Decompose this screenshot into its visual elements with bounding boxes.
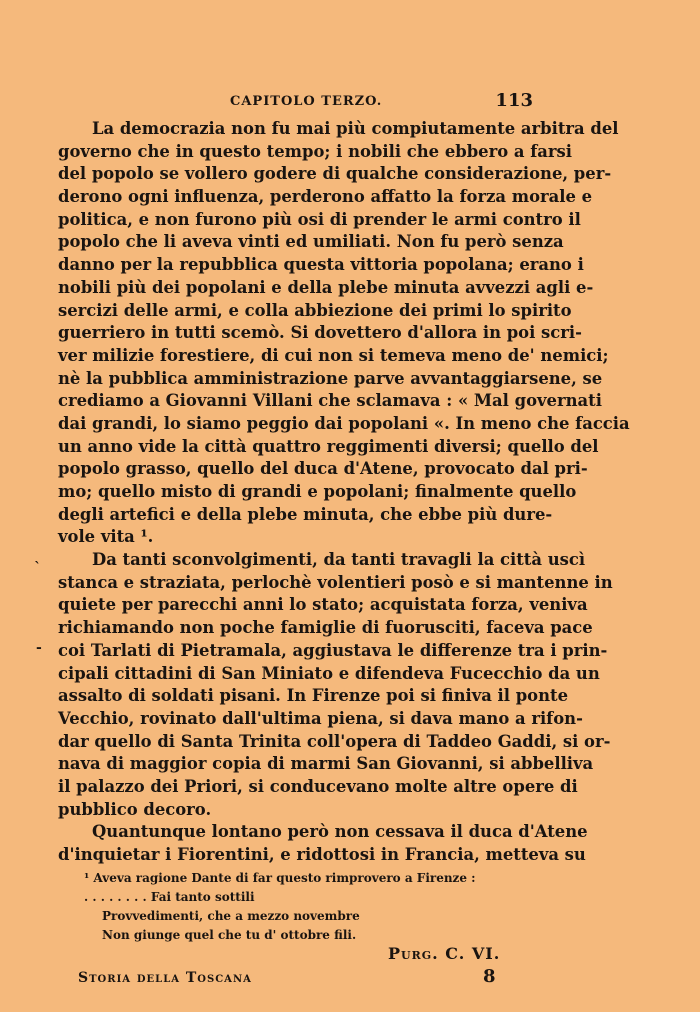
- text-line: nobili più dei popolani e della plebe minuta avvezzi agli e-: [58, 277, 594, 297]
- text-line: Vecchio, rovinato dall'ultima piena, si dava mano a rifon-: [58, 708, 583, 728]
- text-line: cipali cittadini di San Miniato e difendeva Fucecchio da un: [58, 663, 600, 683]
- text-line: vole vita ¹.: [58, 527, 154, 547]
- footnote: [84, 869, 544, 945]
- footnote-line: Provvedimenti, che a mezzo novembre: [102, 909, 360, 923]
- signature-number: 8: [483, 966, 496, 987]
- text-line: pubblico decoro.: [58, 799, 212, 819]
- text-line: governo che in questo tempo; i nobili che ebbero a farsi: [58, 141, 572, 161]
- footnote-source: Purg. C. VI.: [388, 944, 501, 963]
- text-line: coi Tarlati di Pietramala, aggiustava le differenze tra i prin-: [58, 640, 608, 660]
- text-line: La democrazia non fu mai più compiutamente arbitra del: [92, 119, 619, 138]
- text-line: ver milizie forestiere, di cui non si temeva meno de' nemici;: [58, 345, 609, 365]
- text-line: dai grandi, lo siamo peggio dai popolani «. In meno che faccia: [58, 413, 630, 433]
- running-header: [230, 90, 533, 114]
- text-line: crediamo a Giovanni Villani che sclamava : « Mal governati: [58, 391, 602, 411]
- text-line: assalto di soldati pisani. In Firenze poi si finiva il ponte: [58, 686, 569, 706]
- text-line: nè la pubblica amministrazione parve avvantaggiarsene, se: [58, 368, 603, 388]
- body-text: [58, 118, 630, 867]
- margin-mark: `: [34, 560, 41, 576]
- text-line: guerriero in tutti scemò. Si dovettero d'allora in poi scri-: [58, 323, 582, 343]
- margin-mark: -: [36, 640, 42, 656]
- text-line: d'inquietar i Fiorentini, e ridottosi in Francia, metteva su: [58, 845, 586, 864]
- text-line: politica, e non furono più osi di prender le armi contro il: [58, 209, 581, 229]
- chapter-title: CAPITOLO TERZO.: [230, 94, 383, 109]
- footnote-line: . . . . . . . . Fai tanto sottili: [84, 890, 255, 904]
- text-line: degli artefici e della plebe minuta, che ebbe più dure-: [58, 504, 553, 524]
- footnote-line: Non giunge quel che tu d' ottobre fili.: [102, 928, 357, 942]
- footnote-line: ¹ Aveva ragione Dante di far questo rimprovero a Firenze :: [84, 871, 476, 885]
- text-line: richiamando non poche famiglie di fuorusciti, faceva pace: [58, 618, 593, 638]
- text-line: il palazzo dei Priori, si conducevano molte altre opere di: [58, 776, 578, 796]
- text-line: sercizi delle armi, e colla abbiezione dei primi lo spirito: [58, 300, 572, 320]
- text-line: dar quello di Santa Trinita coll'opera di Taddeo Gaddi, si or-: [58, 731, 611, 751]
- text-line: danno per la repubblica questa vittoria popolana; erano i: [58, 255, 584, 275]
- text-line: Quantunque lontano però non cessava il duca d'Atene: [92, 822, 588, 842]
- text-line: stanca e straziata, perlochè volentieri posò e si mantenne in: [58, 572, 613, 592]
- text-line: mo; quello misto di grandi e popolani; finalmente quello: [58, 482, 577, 501]
- text-line: derono ogni influenza, perderono affatto la forza morale e: [58, 187, 593, 207]
- book-title-footer: Storia della Toscana: [78, 970, 252, 986]
- page-number: 113: [495, 90, 533, 111]
- text-line: Da tanti sconvolgimenti, da tanti travagli la città uscì: [92, 550, 586, 570]
- text-line: un anno vide la città quattro reggimenti diversi; quello del: [58, 436, 599, 456]
- text-line: popolo grasso, quello del duca d'Atene, provocato dal pri-: [58, 459, 588, 479]
- text-line: del popolo se vollero godere di qualche considerazione, per-: [58, 164, 612, 184]
- text-line: nava di maggior copia di marmi San Giovanni, si abbelliva: [58, 754, 594, 774]
- text-line: popolo che li aveva vinti ed umiliati. Non fu però senza: [58, 232, 564, 252]
- text-line: quiete per parecchi anni lo stato; acquistata forza, veniva: [58, 595, 588, 615]
